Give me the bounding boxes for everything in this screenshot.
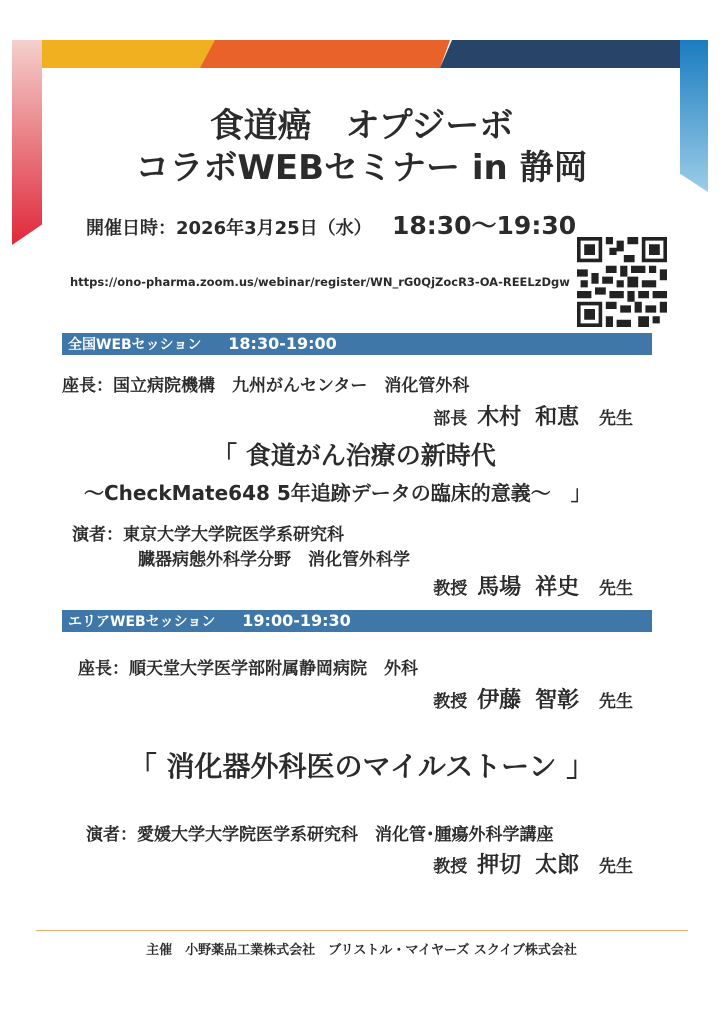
session1-speaker-affiliation2: 臓器病態外科学分野 消化管外科学 xyxy=(138,550,410,570)
session2-time: 19:00-19:30 xyxy=(242,611,351,630)
event-time: 18:30〜19:30 xyxy=(391,211,577,240)
chair-family-name: 木村 xyxy=(477,405,522,430)
chair-title: 教授 xyxy=(433,692,468,712)
event-date xyxy=(86,206,576,242)
chair-family-name: 伊藤 xyxy=(477,688,522,713)
chair-title: 部長 xyxy=(433,409,468,429)
speaker-family-name: 馬場 xyxy=(477,575,522,600)
honorific: 先生 xyxy=(599,409,633,429)
session1-time: 18:30-19:00 xyxy=(228,334,337,353)
honorific: 先生 xyxy=(599,579,633,599)
top-navy-bar xyxy=(440,40,680,68)
footer-organizers: 主催 小野薬品工業株式会社 ブリストル・マイヤーズ スクイブ株式会社 xyxy=(146,943,577,958)
speaker-family-name: 押切 xyxy=(477,853,522,878)
registration-url[interactable]: https://ono-pharma.zoom.us/webinar/register/WN_rG0QjZocR3-OA-REELzDgw xyxy=(70,275,570,289)
speaker-title: 教授 xyxy=(433,857,468,877)
top-yellow-bar xyxy=(42,40,222,68)
speaker-given-name: 祥史 xyxy=(535,575,580,600)
honorific: 先生 xyxy=(599,692,633,712)
speaker-title: 教授 xyxy=(433,579,468,599)
session2-header xyxy=(62,610,652,632)
title-line2: コラボWEBセミナー in 静岡 xyxy=(135,148,588,188)
chair-given-name: 和恵 xyxy=(535,405,580,430)
session1-speaker-affiliation1: 演者：東京大学大学院医学系研究科 xyxy=(72,525,344,545)
session2-lecture-title: 「 消化器外科医のマイルストーン 」 xyxy=(128,750,595,783)
session1-lecture-subtitle: 〜CheckMate648 5年追跡データの臨床的意義〜 」 xyxy=(84,481,591,505)
session1-name: 全国WEBセッション xyxy=(68,337,202,353)
qr-code[interactable] xyxy=(577,237,667,327)
session1-speaker-name xyxy=(433,570,633,601)
session1-chair: 座長：国立病院機構 九州がんセンター 消化管外科 xyxy=(62,376,470,396)
speaker-given-name: 太郎 xyxy=(535,853,580,878)
honorific: 先生 xyxy=(599,857,633,877)
session2-chair-name xyxy=(433,683,633,714)
session2-chair: 座長：順天堂大学医学部附属静岡病院 外科 xyxy=(78,659,418,679)
date-label: 開催日時：2026年3月25日（水） xyxy=(86,218,372,239)
session2-name: エリアWEBセッション xyxy=(68,614,216,630)
footer-divider xyxy=(36,930,688,931)
session1-chair-name xyxy=(433,400,633,431)
session2-speaker-affiliation: 演者：愛媛大学大学院医学系研究科 消化管･腫瘍外科学講座 xyxy=(86,825,554,845)
top-orange-bar xyxy=(200,40,450,68)
session2-speaker-name xyxy=(433,848,633,879)
session1-header xyxy=(62,333,652,355)
chair-given-name: 智彰 xyxy=(535,688,580,713)
title-line1: 食道癌 オプジーボ xyxy=(209,106,514,146)
session1-lecture-title: 「 食道がん治療の新時代 xyxy=(212,441,496,470)
